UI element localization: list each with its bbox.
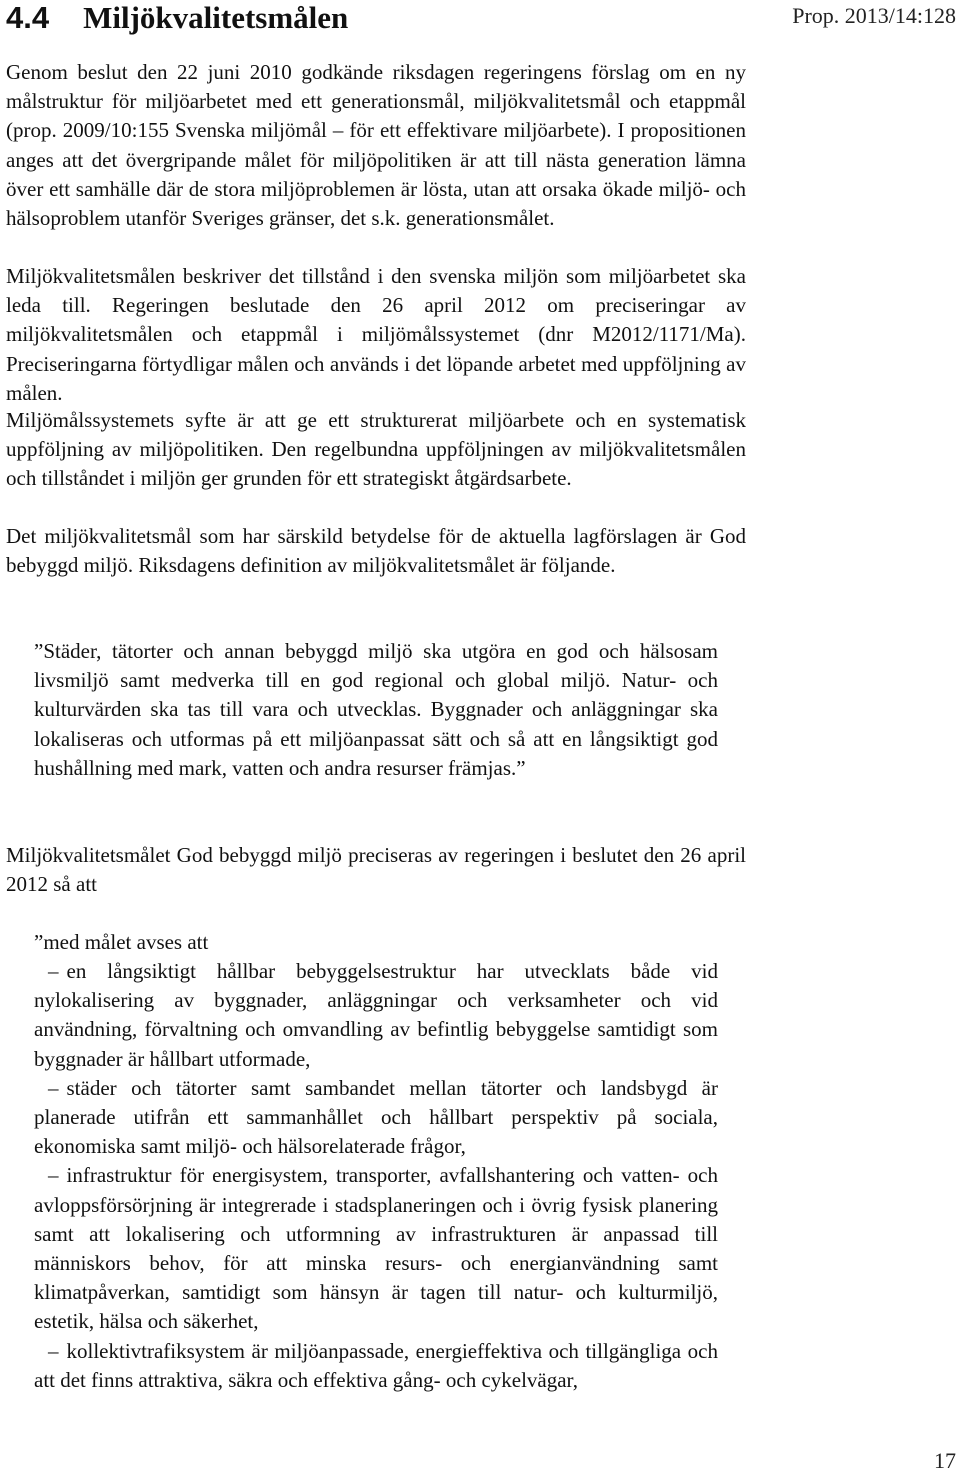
section-heading <box>6 2 348 34</box>
list-intro: ”med målet avses att <box>34 930 209 954</box>
paragraph-precisering: Miljökvalitetsmålet God bebyggd miljö preciseras av regeringen i beslutet den 26 april 2012 så att <box>6 843 746 897</box>
dash-marker: – <box>48 1075 59 1100</box>
dash-marker: – <box>48 959 59 983</box>
proposition-reference: Prop. 2013/14:128 <box>792 3 956 28</box>
page-number: 17 <box>934 1448 956 1473</box>
list-item: – kollektivtrafiksystem är miljöanpassade, energieffektiva och tillgängliga och att det finns attraktiva, säkra och effektiva gång- och cykelvägar, <box>34 1338 718 1392</box>
section-number: 4.4 <box>6 0 50 35</box>
dash-marker: – <box>48 1338 59 1363</box>
list-item: – städer och tätorter samt sambandet mellan tätorter och landsbygd är planerade utifrån ett sammanhållet och hållbart perspektiv på sociala, ekonomiska samt miljö- och hälsorelaterade frågor, <box>34 1075 718 1159</box>
paragraph-god-bebyggd-miljo: Det miljökvalitetsmål som har särskild betydelse för de aktuella lagförslagen är God bebyggd miljö. Riksdagens definition av miljökvalitetsmålet är följande. <box>6 524 746 578</box>
precisering-list <box>34 957 718 1395</box>
list-item: – en långsiktigt hållbar bebyggelsestruktur har utvecklats både vid nylokalisering av byggnader, anläggningar och verksamheter och vid användning, förvaltning och omvandling av befintlig bebyggelse samtidigt som byggnader är hållbart utformade, <box>34 959 718 1071</box>
riksdag-definition-quote: ”Städer, tätorter och annan bebyggd miljö ska utgöra en god och hälsosam livsmiljö samt medverka till en god regional och global miljö. Natur- och kulturvärden ska tas till vara och utvecklas. Byggnader och anläggningar ska lokaliseras och utformas på ett miljöanpassat sätt och så att en långsiktigt god hushållning med mark, vatten och andra resurser främjas.” <box>34 639 718 780</box>
section-title: Miljökvalitetsmålen <box>83 0 349 35</box>
paragraph-intro: Genom beslut den 22 juni 2010 godkände riksdagen regeringens förslag om en ny målstruktur för miljöarbetet med ett generationsmål, miljökvalitetsmål och etappmål (prop. 2009/10:155 Svenska miljömål – för ett effektivare miljöarbete). I propositionen anges att det övergripande målet för miljöpolitiken är att till nästa generation lämna över ett samhälle där de stora miljöproblemen är lösta, utan att orsaka ökade miljö- och hälsoproblem utanför Sveriges gränser, det s.k. generationsmålet. <box>6 60 746 231</box>
paragraph-miljomalssystemet: Miljömålssystemets syfte är att ge ett strukturerat miljöarbete och en systematisk uppföljning av miljöpolitiken. Den regelbundna uppföljningen av miljökvalitetsmålen och tillståndet i miljön ger grunden för ett strategiskt åtgärdsarbete. <box>6 408 746 491</box>
dash-marker: – <box>48 1163 59 1188</box>
list-item: – infrastruktur för energisystem, transporter, avfallshantering och vatten- och avloppsförsörjning är integrerade i stadsplaneringen och i övrig fysisk planering samt att lokalisering och utformning av infrastrukturen är anpassad till människors behov, för att minska resurs- och energianvändning samt klimatpåverkan, samtidigt som hänsyn är tagen till natur- och kulturmiljö, estetik, hälsa och säkerhet, <box>34 1163 718 1334</box>
paragraph-miljokvalitetsmalen: Miljökvalitetsmålen beskriver det tillstånd i den svenska miljön som miljöarbetet ska leda till. Regeringen beslutade den 26 april 2012 om preciseringar av miljökvalitetsmålen och etappmål i miljömålssystemet (dnr M2012/1171/Ma). Preciseringarna förtydligar målen och används i det löpande arbetet med uppföljning av målen. <box>6 264 746 405</box>
